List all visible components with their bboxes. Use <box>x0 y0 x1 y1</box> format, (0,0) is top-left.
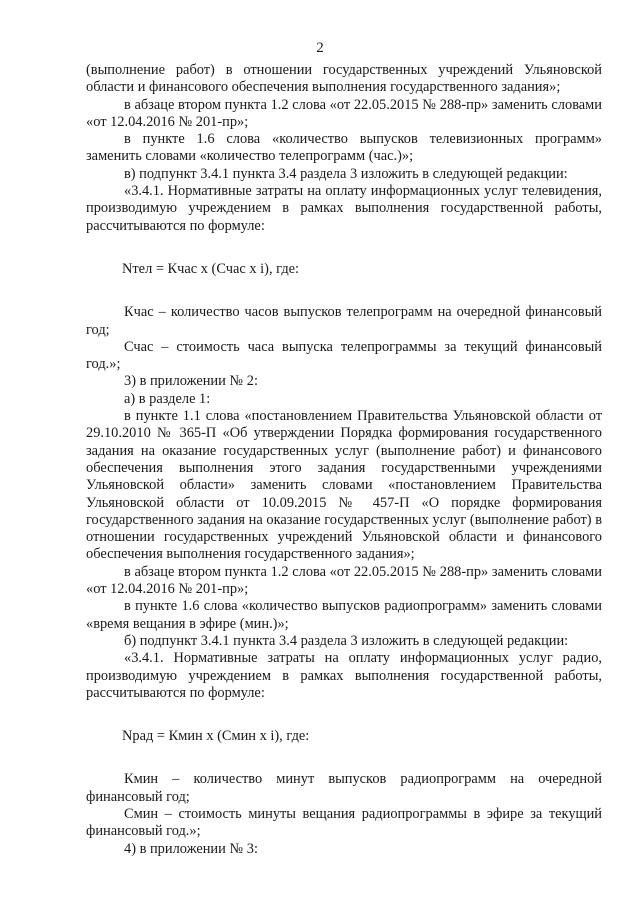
paragraph: «3.4.1. Нормативные затраты на оплату информационных услуг телевидения, производимую учреждением в рамках выполнения государственной работы, рассчитываются по формуле: <box>86 183 602 234</box>
paragraph: (выполнение работ) в отношении государственных учреждений Ульяновской области и финансового обеспечения выполнения государственного задания»; <box>86 62 602 96</box>
paragraph: Кчас – количество часов выпусков телепрограмм на очередной финансовый год; <box>86 304 602 338</box>
paragraph: б) подпункт 3.4.1 пункта 3.4 раздела 3 изложить в следующей редакции: <box>124 632 569 649</box>
paragraph: в абзаце втором пункта 1.2 слова «от 22.05.2015 № 288-пр» заменить словами «от 12.04.2016 № 201-пр»; <box>86 563 602 598</box>
paragraph: в) подпункт 3.4.1 пункта 3.4 раздела 3 изложить в следующей редакции: <box>124 165 568 182</box>
formula: Nрад = Кмин х (Смин х i), где: <box>122 728 310 745</box>
paragraph: Кмин – количество минут выпусков радиопрограмм на очередной финансовый год; <box>86 771 602 805</box>
paragraph: а) в разделе 1: <box>124 390 211 407</box>
paragraph: в пункте 1.6 слова «количество выпусков телевизионных программ» заменить словами «количество телепрограмм (час.)»; <box>86 131 602 165</box>
paragraph: в пункте 1.6 слова «количество выпусков радиопрограмм» заменить словами «время вещания в эфире (мин.)»; <box>86 598 602 632</box>
document-body <box>86 62 602 858</box>
page-number: 2 <box>316 40 324 56</box>
paragraph: в пункте 1.1 слова «постановлением Правительства Ульяновской области от 29.10.2010 № 365-П «Об утверждении Порядка формирования государственного задания на оказание государственных услуг (выполнение работ) и финансового обеспечения выполнения этого задания государственными учреждениями Ульяновской области» заменить словами «постановлением Правительства Ульяновской области от 10.09.2015 № 457-П «О порядке формирования государственного задания на оказание государственных услуг (выполнение работ) в отношении государственных учреждений Ульяновской области и финансового обеспечения выполнения государственного задания»; <box>86 408 602 563</box>
formula: Nтел = Кчас х (Счас х i), где: <box>122 260 300 277</box>
paragraph: 3) в приложении № 2: <box>124 373 258 390</box>
paragraph: Счас – стоимость часа выпуска телепрограммы за текущий финансовый год.»; <box>86 338 602 373</box>
paragraph: в абзаце втором пункта 1.2 слова «от 22.05.2015 № 288-пр» заменить словами «от 12.04.2016 № 201-пр»; <box>86 96 602 130</box>
paragraph: «3.4.1. Нормативные затраты на оплату информационных услуг радио, производимую учреждением в рамках выполнения государственной работы, рассчитываются по формуле: <box>86 650 602 701</box>
paragraph: 4) в приложении № 3: <box>124 840 258 857</box>
paragraph: Смин – стоимость минуты вещания радиопрограммы в эфире за текущий финансовый год.»; <box>86 805 602 840</box>
